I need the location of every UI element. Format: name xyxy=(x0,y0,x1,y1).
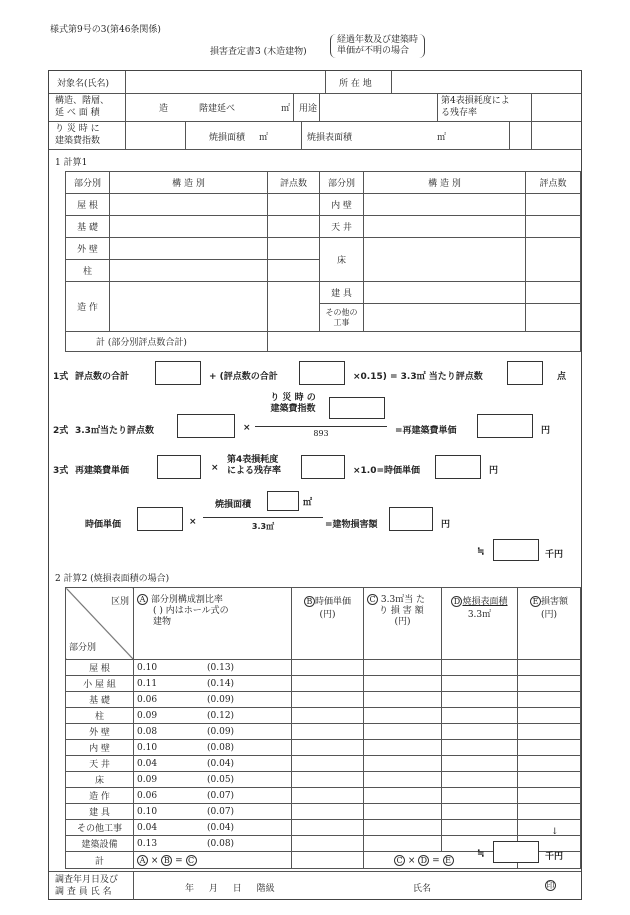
loss-per-unit-header: C 3.3㎡当 た り 損 害 額 (円) xyxy=(364,588,442,660)
ratio-cell: 0.10 (0.07) xyxy=(134,804,292,820)
condition-note: 経過年数及び建築時 単価が不明の場合 xyxy=(330,34,425,58)
entry-cell[interactable] xyxy=(364,724,442,740)
entry-cell[interactable] xyxy=(268,238,320,260)
part-fixtures: 造 作 xyxy=(66,282,110,332)
table-row xyxy=(66,708,581,724)
table-row xyxy=(66,804,581,820)
part-pillar: 柱 xyxy=(66,260,110,282)
part-label: 小 屋 組 xyxy=(66,676,134,692)
entry-cell[interactable] xyxy=(110,238,268,260)
down-arrow-icon: ↓ xyxy=(551,827,559,837)
entry-cell[interactable] xyxy=(364,788,442,804)
entry-cell[interactable] xyxy=(110,260,268,282)
table-row xyxy=(66,756,581,772)
denominator: 893 xyxy=(313,429,329,438)
ratio-cell: 0.10 (0.08) xyxy=(134,740,292,756)
entry-cell[interactable] xyxy=(518,676,581,692)
diagonal-header: 区別 部分別 xyxy=(66,588,134,660)
entry-cell[interactable] xyxy=(292,836,364,852)
formula1-a: 評点数の合計 xyxy=(75,372,130,382)
formula2-c: =再建築費単価 xyxy=(395,426,457,436)
formula2-no: 2式 xyxy=(53,426,69,436)
formula3-no: 3式 xyxy=(53,466,69,476)
yen-unit: 円 xyxy=(489,466,499,476)
part-label: その他工事 xyxy=(66,820,134,836)
part-outer-wall: 外 壁 xyxy=(66,238,110,260)
entry-cell[interactable] xyxy=(364,238,526,282)
index-label: り 災 時 に 建築費指数 xyxy=(55,124,101,146)
floor-text: 階建延べ xyxy=(199,104,236,114)
survey-date-rank: 年 月 日 階級 xyxy=(185,884,275,894)
entry-cell[interactable] xyxy=(268,260,320,282)
use-label: 用途 xyxy=(299,104,318,114)
part-header: 部分別 xyxy=(66,172,110,194)
entry-cell[interactable] xyxy=(292,708,364,724)
ratio-header: A 部分別構成割比率 ( ) 内はホール式の 建物 xyxy=(134,588,292,660)
part-label: 外 壁 xyxy=(66,724,134,740)
part-label: 建 具 xyxy=(66,804,134,820)
surveyor-name-label: 氏名 xyxy=(413,884,432,894)
form-number: 様式第9号の3(第46条関係) xyxy=(50,25,161,35)
table-row xyxy=(66,724,581,740)
entry-cell[interactable] xyxy=(518,804,581,820)
formula4-c: =建物損害額 xyxy=(325,520,378,530)
residual-ratio-box[interactable] xyxy=(301,455,345,479)
entry-cell[interactable] xyxy=(526,216,581,238)
thousand-yen-unit: 千円 xyxy=(545,550,564,560)
thousand-yen-box[interactable] xyxy=(493,539,539,561)
entry-cell[interactable] xyxy=(364,804,442,820)
entry-cell[interactable] xyxy=(364,756,442,772)
thousand-yen-box-2[interactable] xyxy=(493,841,539,863)
entry-cell[interactable] xyxy=(526,194,581,216)
burned-area-box[interactable] xyxy=(267,491,299,511)
entry-cell[interactable] xyxy=(518,756,581,772)
entry-cell[interactable] xyxy=(364,820,442,836)
part-label: 天 井 xyxy=(66,756,134,772)
entry-cell[interactable] xyxy=(442,660,518,676)
burned-surface-header: D 焼損表面積 3.3㎡ xyxy=(442,588,518,660)
entry-cell[interactable] xyxy=(442,756,518,772)
table-row xyxy=(66,692,581,708)
m2-unit: ㎡ xyxy=(437,133,447,143)
ratio-cell: 0.06 (0.07) xyxy=(134,788,292,804)
formula2-a: 3.3㎡当たり評点数 xyxy=(75,426,154,436)
part-label: 床 xyxy=(66,772,134,788)
m2-unit: ㎡ xyxy=(259,133,269,143)
part-foundation: 基 礎 xyxy=(66,216,110,238)
survey-label: 調査年月日及び 調 査 員 氏 名 xyxy=(55,875,119,897)
formula1-b: + (評点数の合計 xyxy=(209,372,278,382)
structure-header: 構 造 別 xyxy=(110,172,268,194)
entry-cell[interactable] xyxy=(292,692,364,708)
residual-ratio-label: 第4表損耗度 による残存率 xyxy=(227,455,282,476)
part-header: 部分別 xyxy=(320,172,364,194)
ratio-cell: 0.09 (0.12) xyxy=(134,708,292,724)
entry-cell[interactable] xyxy=(364,216,526,238)
burned-surface-label: 焼損表面積 xyxy=(307,133,353,143)
entry-cell[interactable] xyxy=(442,692,518,708)
disaster-index-numerator: り 災 時 の 建築費指数 xyxy=(270,393,316,414)
ratio-cell: 0.04 (0.04) xyxy=(134,820,292,836)
part-label: 内 壁 xyxy=(66,740,134,756)
formula3-a: 再建築費単価 xyxy=(75,466,130,476)
disaster-index-box[interactable] xyxy=(329,397,385,419)
structure-header: 構 造 別 xyxy=(364,172,526,194)
multiply-sign: × xyxy=(243,423,251,433)
structure-label: 構造、階層、 延 べ 面 積 xyxy=(55,96,110,118)
burned-area-numerator: 焼損面積 xyxy=(215,500,252,510)
zou-text: 造 xyxy=(159,104,169,114)
entry-cell[interactable] xyxy=(518,740,581,756)
entry-cell[interactable] xyxy=(518,788,581,804)
entry-cell[interactable] xyxy=(268,216,320,238)
score-total-box-2[interactable] xyxy=(299,361,345,385)
m2-unit: ㎡ xyxy=(281,104,291,114)
denominator: 3.3㎡ xyxy=(251,522,275,531)
entry-cell[interactable] xyxy=(442,708,518,724)
yen-unit: 円 xyxy=(441,520,451,530)
entry-cell[interactable] xyxy=(364,692,442,708)
formula1-no: 1式 xyxy=(53,372,69,382)
entry-cell[interactable] xyxy=(364,676,442,692)
multiply-sign: × xyxy=(189,517,197,527)
entry-cell[interactable] xyxy=(518,692,581,708)
entry-cell[interactable] xyxy=(292,756,364,772)
entry-cell[interactable] xyxy=(292,676,364,692)
entry-cell[interactable] xyxy=(364,740,442,756)
yen-unit: 円 xyxy=(541,426,551,436)
table-row xyxy=(66,660,581,676)
entry-cell[interactable] xyxy=(518,724,581,740)
approx-sign: ≒ xyxy=(477,547,485,557)
entry-cell[interactable] xyxy=(526,238,581,282)
burned-area-label: 焼損面積 xyxy=(209,133,246,143)
ratio-cell: 0.13 (0.08) xyxy=(134,836,292,852)
ratio-cell: 0.06 (0.09) xyxy=(134,692,292,708)
part-label: 柱 xyxy=(66,708,134,724)
entry-cell[interactable] xyxy=(518,820,581,836)
table-row xyxy=(66,740,581,756)
entry-cell[interactable] xyxy=(292,724,364,740)
entry-cell[interactable] xyxy=(364,772,442,788)
entry-cell[interactable] xyxy=(364,708,442,724)
formula4-a: 時価単価 xyxy=(85,520,122,530)
thousand-yen-unit: 千円 xyxy=(545,852,564,862)
entry-cell[interactable] xyxy=(364,836,442,852)
building-loss-box[interactable] xyxy=(389,507,433,531)
section1-title: 1 計算1 xyxy=(55,158,88,168)
formula3-c: ×1.0=時価単価 xyxy=(353,466,421,476)
current-unit-box-2[interactable] xyxy=(137,507,183,531)
entry-cell[interactable] xyxy=(292,788,364,804)
entry-cell[interactable] xyxy=(526,282,581,304)
ratio-cell: 0.09 (0.05) xyxy=(134,772,292,788)
score-per-unit-box-2[interactable] xyxy=(177,414,235,438)
formula1-c: ×0.15) = 3.3㎡ 当たり評点数 xyxy=(353,372,483,382)
entry-cell[interactable] xyxy=(364,282,526,304)
entry-cell[interactable] xyxy=(442,804,518,820)
ratio-cell: 0.11 (0.14) xyxy=(134,676,292,692)
rebuild-unit-box-2[interactable] xyxy=(157,455,201,479)
total-label: 計 xyxy=(66,852,134,869)
table-row xyxy=(66,772,581,788)
calc2-table xyxy=(65,587,581,869)
rebuild-unit-box[interactable] xyxy=(477,414,533,438)
part-roof: 屋 根 xyxy=(66,194,110,216)
score-per-unit-box[interactable] xyxy=(507,361,543,385)
entry-cell[interactable] xyxy=(442,724,518,740)
entry-cell[interactable] xyxy=(268,282,320,332)
entry-cell[interactable] xyxy=(110,216,268,238)
part-label: 屋 根 xyxy=(66,660,134,676)
ratio-cell: 0.10 (0.13) xyxy=(134,660,292,676)
total-cell[interactable] xyxy=(268,332,581,352)
score-header: 評点数 xyxy=(268,172,320,194)
entry-cell[interactable] xyxy=(292,772,364,788)
loss-amount-header: E 損害額 (円) xyxy=(518,588,581,660)
entry-cell[interactable] xyxy=(518,772,581,788)
entry-cell[interactable] xyxy=(292,660,364,676)
entry-cell[interactable] xyxy=(292,804,364,820)
current-price-header: B 時価単価 (円) xyxy=(292,588,364,660)
part-ceiling: 天 井 xyxy=(320,216,364,238)
part-other-work: その他の工事 xyxy=(320,304,364,332)
table-row xyxy=(66,820,581,836)
entry-cell[interactable] xyxy=(292,852,364,869)
part-fittings: 建 具 xyxy=(320,282,364,304)
ratio-cell: 0.04 (0.04) xyxy=(134,756,292,772)
table-row xyxy=(66,788,581,804)
entry-cell[interactable] xyxy=(442,740,518,756)
entry-cell[interactable] xyxy=(518,708,581,724)
part-floor: 床 xyxy=(320,238,364,282)
table-row xyxy=(66,676,581,692)
section2-title: 2 計算2 (焼損表面積の場合) xyxy=(55,574,170,584)
entry-cell[interactable] xyxy=(364,660,442,676)
formula-c-d-e: C × D = E xyxy=(364,852,518,869)
seal-icon: 印 xyxy=(546,881,555,890)
entry-cell[interactable] xyxy=(364,304,526,332)
part-label: 基 礎 xyxy=(66,692,134,708)
residual-label: 第4表損耗度によ る残存率 xyxy=(441,96,510,118)
score-total-box[interactable] xyxy=(155,361,201,385)
current-unit-box[interactable] xyxy=(435,455,481,479)
part-label: 建築設備 xyxy=(66,836,134,852)
entry-cell[interactable] xyxy=(268,194,320,216)
formula-a-b-c: A × B = C xyxy=(134,852,292,869)
entry-cell[interactable] xyxy=(526,304,581,332)
multiply-sign: × xyxy=(211,463,219,473)
entry-cell[interactable] xyxy=(364,194,526,216)
part-inner-wall: 内 壁 xyxy=(320,194,364,216)
calc1-table xyxy=(65,171,581,352)
part-label: 造 作 xyxy=(66,788,134,804)
entry-cell[interactable] xyxy=(292,820,364,836)
entry-cell[interactable] xyxy=(442,788,518,804)
m2-unit: ㎡ xyxy=(303,498,313,508)
total-label: 計 (部分別評点数合計) xyxy=(66,332,268,352)
entry-cell[interactable] xyxy=(442,676,518,692)
target-label: 対象名(氏名) xyxy=(57,79,110,89)
entry-cell[interactable] xyxy=(442,820,518,836)
entry-cell[interactable] xyxy=(518,660,581,676)
entry-cell[interactable] xyxy=(110,194,268,216)
entry-cell[interactable] xyxy=(442,772,518,788)
score-header: 評点数 xyxy=(526,172,581,194)
formula1-unit: 点 xyxy=(557,372,567,382)
entry-cell[interactable] xyxy=(292,740,364,756)
entry-cell[interactable] xyxy=(110,282,268,332)
approx-sign: ≒ xyxy=(477,849,485,859)
form-title: 損害査定書3 (木造建物) xyxy=(210,47,307,57)
form-frame xyxy=(48,70,582,900)
location-label: 所 在 地 xyxy=(339,79,372,89)
ratio-cell: 0.08 (0.09) xyxy=(134,724,292,740)
